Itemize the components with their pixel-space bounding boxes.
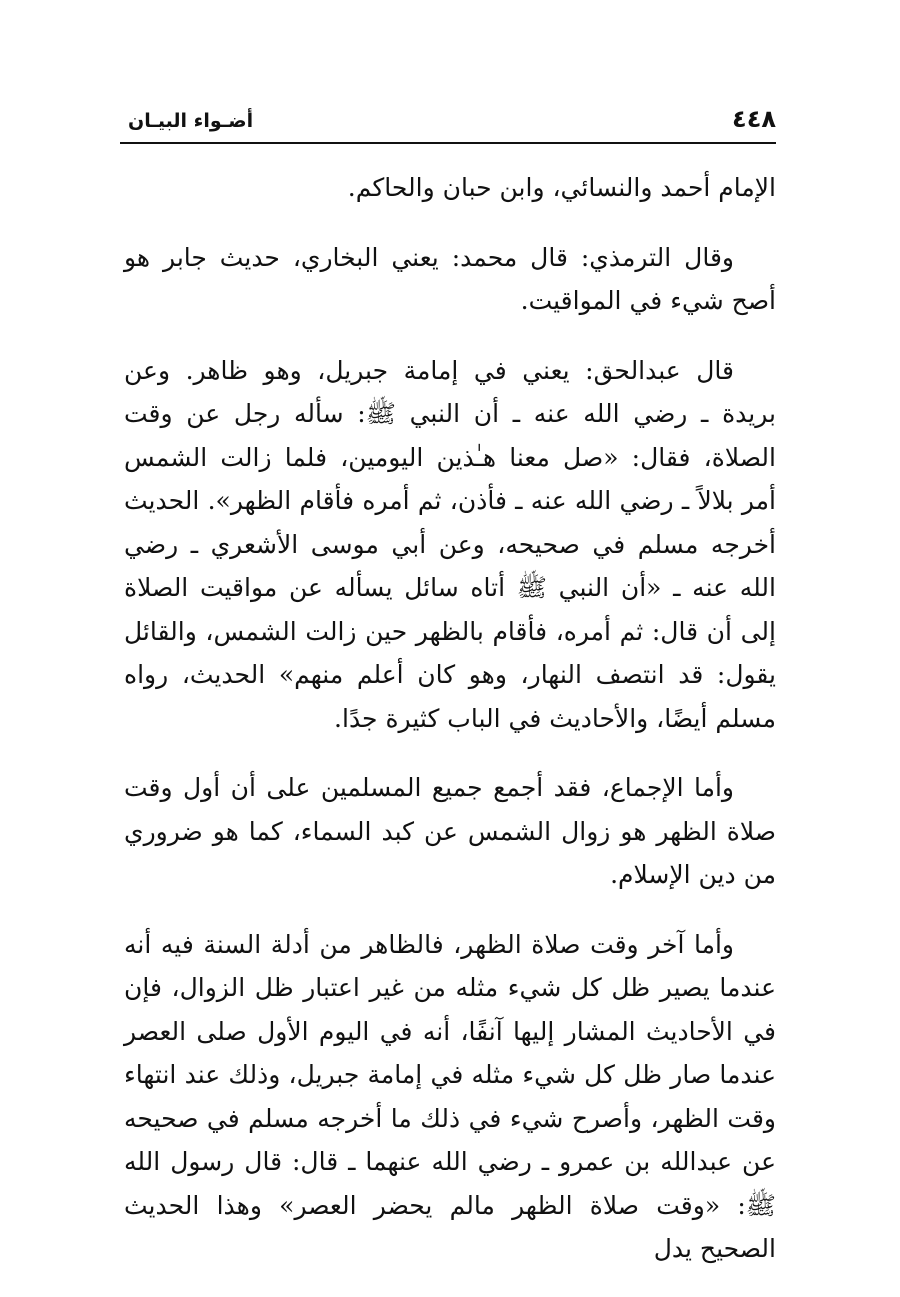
book-title: أضـواء البيـان [128,110,254,132]
page-number: ٤٤٨ [732,105,776,133]
paragraph [124,923,776,1271]
paragraph-text: وقال الترمذي: قال محمد: يعني البخاري، حديث جابر هو أصح شيء في المواقيت. [124,242,776,315]
paragraph [124,349,776,741]
paragraph-text: الإمام أحمد والنسائي، وابن حبان والحاكم. [347,173,776,202]
page-header [120,104,776,144]
paragraph [124,236,776,323]
paragraph-text: قال عبدالحق: يعني في إمامة جبريل، وهو ظاهر. وعن بريدة ـ رضي الله عنه ـ أن النبي ﷺ: سأله رجل عن وقت الصلاة، فقال: «صل معنا هـٰذين اليومين، فلما زالت الشمس أمر بلالاً ـ رضي الله عنه ـ فأذن، ثم أمره فأقام الظهر». الحديث أخرجه مسلم في صحيحه، وعن أبي موسى الأشعري ـ رضي الله عنه ـ «أن النبي ﷺ أتاه سائل يسأله عن مواقيت الصلاة إلى أن قال: ثم أمره، فأقام بالظهر حين زالت الشمس، والقائل يقول: قد انتصف النهار، وهو كان أعلم منهم» الحديث، رواه مسلم أيضًا، والأحاديث في الباب كثيرة جدًا. [124,355,776,733]
paragraph-text: وأما الإجماع، فقد أجمع جميع المسلمين على أن أول وقت صلاة الظهر هو زوال الشمس عن كبد السماء، كما هو ضروري من دين الإسلام. [124,773,776,889]
paragraph-text: وأما آخر وقت صلاة الظهر، فالظاهر من أدلة السنة فيه أنه عندما يصير ظل كل شيء مثله من غير اعتبار ظل الزوال، فإن في الأحاديث المشار إليها آنفًا، أنه في اليوم الأول صلى العصر عندما صار ظل كل شيء مثله في إمامة جبريل، وذلك عند انتهاء وقت الظهر، وأصرح شيء في ذلك ما أخرجه مسلم في صحيحه عن عبدالله بن عمرو ـ رضي الله عنهما ـ قال: قال رسول الله ﷺ: «وقت صلاة الظهر مالم يحضر العصر» وهذا الحديث الصحيح يدل [124,929,776,1263]
paragraph [124,166,776,210]
paragraph [124,766,776,897]
main-text [124,166,776,1297]
